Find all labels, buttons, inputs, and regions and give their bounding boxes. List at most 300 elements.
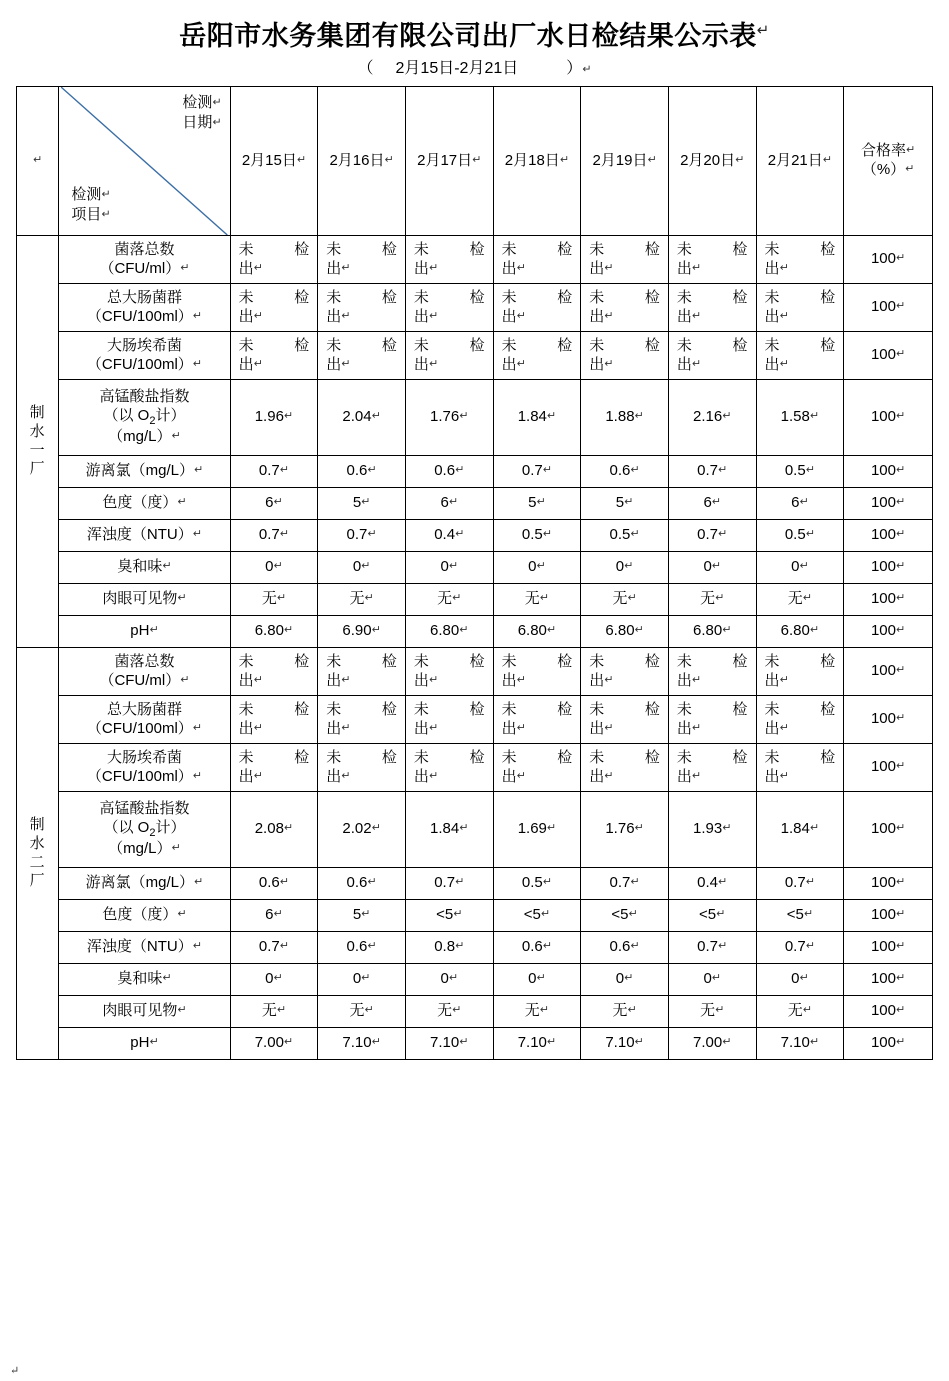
cell-pilcrow: ↵ [691, 673, 702, 686]
measurement-value-part: 出↵ [238, 307, 263, 325]
measurement-value-part: 检 [820, 700, 836, 718]
measurement-cell [493, 744, 581, 792]
cell-pilcrow: ↵ [624, 972, 634, 985]
cell-pilcrow: ↵ [428, 357, 439, 370]
cell-pilcrow: ↵ [516, 309, 526, 322]
pass-rate-value: 100 [870, 408, 896, 426]
measurement-value-part: 未 [326, 240, 342, 258]
measurement-value: 0.5 [609, 526, 631, 544]
footer-pilcrow: ↵ [10, 1365, 20, 1377]
header-pass-rate-cell [844, 87, 933, 236]
measurement-cell [756, 552, 844, 584]
test-item-cell [59, 696, 230, 744]
test-item-name: 大肠埃希菌 [106, 748, 182, 766]
measurement-value: 0 [615, 558, 625, 576]
cell-pilcrow: ↵ [448, 496, 459, 509]
measurement-value: 0.7 [697, 526, 719, 544]
test-item-name: 游离氯（mg/L）↵ [85, 462, 204, 480]
measurement-value-part: 检 [557, 652, 573, 670]
measurement-value: 无 [437, 590, 453, 608]
measurement-cell [668, 284, 756, 332]
pass-rate-cell [844, 552, 933, 584]
measurement-value-part: 检 [732, 288, 748, 306]
pass-rate-value: 100 [870, 250, 896, 268]
measurement-value: 6.80 [254, 622, 284, 640]
measurement-cell [405, 456, 493, 488]
cell-pilcrow: ↵ [536, 972, 546, 985]
cell-pilcrow: ↵ [361, 496, 371, 509]
cell-pilcrow: ↵ [428, 261, 439, 274]
cell-pilcrow: ↵ [341, 261, 351, 274]
measurement-value: 无 [700, 1002, 716, 1020]
cell-pilcrow: ↵ [101, 208, 111, 221]
header-corner-date-label [182, 93, 221, 134]
measurement-cell [230, 964, 318, 996]
measurement-cell [493, 696, 581, 744]
measurement-cell [405, 648, 493, 696]
cell-pilcrow: ↵ [253, 673, 263, 686]
measurement-value-part: 未 [589, 700, 605, 718]
pass-rate-cell [844, 932, 933, 964]
cell-pilcrow: ↵ [162, 972, 172, 985]
measurement-value: <5 [523, 906, 541, 924]
measurement-value-part: 检 [557, 288, 573, 306]
cell-pilcrow: ↵ [364, 1004, 374, 1017]
cell-pilcrow: ↵ [896, 876, 906, 889]
measurement-value-part: 出↵ [413, 767, 439, 785]
measurement-value: 0 [528, 558, 537, 576]
measurement-cell [318, 932, 406, 964]
measurement-cell [493, 868, 581, 900]
cell-pilcrow: ↵ [799, 560, 809, 573]
test-item-name: 浑浊度（NTU）↵ [86, 526, 202, 544]
pass-rate-cell [844, 380, 933, 456]
pass-rate-value: 100 [870, 590, 896, 608]
measurement-value-part: 检 [732, 748, 748, 766]
cell-pilcrow: ↵ [604, 261, 614, 274]
test-item-name: 总大肠菌群 [106, 700, 182, 718]
cell-pilcrow: ↵ [718, 528, 728, 541]
cell-pilcrow: ↵ [809, 624, 820, 637]
pass-rate-cell [844, 520, 933, 552]
test-item-cell [59, 744, 230, 792]
cell-pilcrow: ↵ [779, 261, 789, 274]
cell-pilcrow: ↵ [536, 560, 546, 573]
cell-pilcrow: ↵ [448, 972, 459, 985]
measurement-value-part: 未 [238, 240, 254, 258]
measurement-cell [318, 792, 406, 868]
measurement-value: 0.6 [609, 938, 631, 956]
measurement-cell [668, 332, 756, 380]
test-item-name: 菌落总数 [114, 240, 175, 258]
measurement-value-part: 出↵ [764, 671, 789, 689]
cell-pilcrow: ↵ [896, 712, 906, 725]
measurement-cell [405, 868, 493, 900]
measurement-value-part: 未 [501, 288, 517, 306]
subtitle-range-text: 2月15日-2月21日 [395, 60, 519, 77]
measurement-cell [405, 488, 493, 520]
cell-pilcrow: ↵ [546, 1036, 557, 1049]
measurement-cell [230, 648, 318, 696]
header-day-cell [230, 87, 318, 236]
cell-pilcrow: ↵ [604, 357, 614, 370]
plant-name-char: 厂 [29, 872, 46, 890]
cell-pilcrow: ↵ [604, 309, 614, 322]
measurement-value-part: 检 [294, 336, 310, 354]
measurement-cell [756, 520, 844, 552]
measurement-cell [318, 584, 406, 616]
cell-pilcrow: ↵ [630, 876, 640, 889]
measurement-value: 0 [703, 970, 712, 988]
measurement-cell [405, 964, 493, 996]
pass-rate-cell [844, 284, 933, 332]
cell-pilcrow: ↵ [192, 309, 202, 322]
measurement-value-part: 出↵ [676, 719, 702, 737]
measurement-value-part: 未 [238, 700, 254, 718]
measurement-value-part: 未 [413, 700, 429, 718]
test-item-name: 臭和味↵ [117, 970, 172, 988]
corner-bottom-line2: 项目 [71, 205, 102, 223]
cell-pilcrow: ↵ [634, 410, 644, 423]
plant-name-char: 水 [29, 834, 46, 852]
cell-pilcrow: ↵ [691, 357, 702, 370]
test-item-cell [59, 456, 230, 488]
pass-rate-cell [844, 332, 933, 380]
measurement-value-part: 未 [326, 748, 342, 766]
test-item-cell [59, 284, 230, 332]
measurement-value-part: 出↵ [501, 719, 526, 737]
table-row [17, 964, 933, 996]
measurement-cell [581, 932, 669, 964]
measurement-value: 7.10 [605, 1034, 635, 1052]
measurement-value-part: 检 [820, 288, 836, 306]
title-pilcrow: ↵ [756, 22, 770, 39]
measurement-value-part: 出↵ [764, 307, 789, 325]
measurement-value: 0.7 [784, 938, 806, 956]
measurement-cell [230, 932, 318, 964]
measurement-cell [581, 964, 669, 996]
cell-pilcrow: ↵ [367, 528, 377, 541]
cell-pilcrow: ↵ [455, 940, 465, 953]
cell-pilcrow: ↵ [802, 592, 812, 605]
test-item-unit2: （mg/L）↵ [108, 840, 181, 858]
measurement-cell [230, 456, 318, 488]
pass-rate-value: 100 [870, 938, 896, 956]
measurement-cell [756, 648, 844, 696]
measurement-value-part: 检 [294, 652, 310, 670]
water-quality-table [16, 86, 933, 1060]
measurement-value-part: 出↵ [589, 767, 614, 785]
table-header-row [17, 87, 933, 236]
measurement-value: 6.90 [342, 622, 372, 640]
header-day-label: 2月19日 [592, 151, 648, 169]
corner-bottom-line1: 检测 [71, 185, 102, 203]
cell-pilcrow: ↵ [279, 876, 289, 889]
measurement-cell [318, 868, 406, 900]
cell-pilcrow: ↵ [722, 1036, 732, 1049]
measurement-value-part: 出↵ [764, 767, 789, 785]
cell-pilcrow: ↵ [459, 822, 469, 835]
measurement-cell [668, 792, 756, 868]
cell-pilcrow: ↵ [540, 908, 551, 921]
measurement-value: 0.7 [697, 462, 719, 480]
measurement-cell [581, 616, 669, 648]
header-corner-item-label [71, 185, 110, 226]
measurement-value-part: 未 [764, 288, 780, 306]
measurement-value: 7.10 [430, 1034, 460, 1052]
measurement-cell [405, 332, 493, 380]
measurement-cell [405, 236, 493, 284]
cell-pilcrow: ↵ [516, 769, 526, 782]
measurement-cell [493, 284, 581, 332]
cell-pilcrow: ↵ [715, 1004, 725, 1017]
cell-pilcrow: ↵ [805, 876, 815, 889]
measurement-value-part: 检 [644, 700, 660, 718]
cell-pilcrow: ↵ [192, 357, 202, 370]
subtitle-close-paren: ） [566, 60, 583, 77]
test-item-cell [59, 648, 230, 696]
measurement-value-part: 未 [326, 652, 342, 670]
measurement-value-part: 未 [589, 288, 605, 306]
measurement-value: 6.80 [605, 622, 635, 640]
test-item-unit: （CFU/ml）↵ [99, 671, 190, 689]
test-item-name: 菌落总数 [114, 652, 175, 670]
measurement-value-part: 未 [764, 652, 780, 670]
measurement-value-part: 未 [764, 748, 780, 766]
pass-rate-value: 100 [870, 622, 896, 640]
cell-pilcrow: ↵ [627, 1004, 637, 1017]
measurement-cell [318, 744, 406, 792]
cell-pilcrow: ↵ [604, 769, 614, 782]
corner-top-line2: 日期 [182, 114, 213, 132]
pass-rate-cell [844, 964, 933, 996]
cell-pilcrow: ↵ [273, 908, 283, 921]
cell-pilcrow: ↵ [722, 822, 732, 835]
test-item-unit: （CFU/100ml）↵ [86, 767, 202, 785]
pass-rate-label: 合格率 [860, 142, 906, 160]
measurement-value: 无 [349, 590, 365, 608]
measurement-cell [756, 996, 844, 1028]
cell-pilcrow: ↵ [711, 972, 721, 985]
header-day-cell [756, 87, 844, 236]
test-item-cell [59, 964, 230, 996]
cell-pilcrow: ↵ [718, 876, 728, 889]
measurement-value-part: 出↵ [676, 671, 702, 689]
measurement-value: 1.76 [430, 408, 460, 426]
measurement-value: 无 [349, 1002, 365, 1020]
measurement-cell [756, 332, 844, 380]
cell-pilcrow: ↵ [896, 1004, 906, 1017]
cell-pilcrow: ↵ [455, 464, 465, 477]
measurement-value: 0.7 [784, 874, 806, 892]
cell-pilcrow: ↵ [718, 940, 728, 953]
measurement-value-part: 检 [381, 748, 397, 766]
measurement-value: 无 [261, 590, 277, 608]
cell-pilcrow: ↵ [896, 972, 906, 985]
test-item-cell [59, 584, 230, 616]
measurement-value: 0.6 [434, 462, 456, 480]
cell-pilcrow: ↵ [799, 972, 809, 985]
measurement-value-part: 未 [589, 240, 605, 258]
measurement-value: 0.6 [346, 462, 368, 480]
measurement-value: 0 [265, 970, 274, 988]
cell-pilcrow: ↵ [627, 592, 637, 605]
plant-name-char: 水 [29, 422, 46, 440]
cell-pilcrow: ↵ [691, 721, 702, 734]
cell-pilcrow: ↵ [149, 1036, 159, 1049]
measurement-value: <5 [699, 906, 717, 924]
cell-pilcrow: ↵ [455, 528, 465, 541]
measurement-cell [230, 996, 318, 1028]
measurement-value-part: 检 [381, 652, 397, 670]
page-title [16, 0, 933, 55]
cell-pilcrow: ↵ [367, 876, 377, 889]
measurement-cell [493, 964, 581, 996]
cell-pilcrow: ↵ [276, 592, 287, 605]
measurement-value: 0.7 [521, 462, 543, 480]
date-range-subtitle [16, 55, 933, 86]
measurement-cell [318, 648, 406, 696]
test-item-cell [59, 1028, 230, 1060]
measurement-cell [230, 520, 318, 552]
measurement-value: 0.5 [521, 526, 543, 544]
table-row [17, 1028, 933, 1060]
cell-pilcrow: ↵ [192, 769, 202, 782]
measurement-value: <5 [436, 906, 454, 924]
measurement-value: 0.4 [697, 874, 719, 892]
cell-pilcrow: ↵ [647, 153, 657, 166]
test-item-name: 高锰酸盐指数 [99, 387, 190, 405]
measurement-value: 0.7 [609, 874, 631, 892]
table-row [17, 552, 933, 584]
pass-rate-value: 100 [870, 298, 896, 316]
measurement-value-part: 出↵ [676, 767, 702, 785]
measurement-value-part: 出↵ [589, 355, 614, 373]
measurement-cell [493, 456, 581, 488]
measurement-value-part: 未 [326, 336, 342, 354]
cell-pilcrow: ↵ [192, 528, 202, 541]
cell-pilcrow: ↵ [472, 153, 482, 166]
test-item-name: 色度（度）↵ [102, 906, 187, 924]
measurement-cell [230, 900, 318, 932]
measurement-cell [318, 552, 406, 584]
measurement-cell [405, 900, 493, 932]
measurement-cell [756, 964, 844, 996]
measurement-cell [230, 284, 318, 332]
measurement-value: 0 [703, 558, 712, 576]
measurement-cell [493, 932, 581, 964]
cell-pilcrow: ↵ [722, 624, 732, 637]
cell-pilcrow: ↵ [177, 908, 187, 921]
test-item-cell [59, 900, 230, 932]
cell-pilcrow: ↵ [516, 673, 526, 686]
measurement-value-part: 检 [294, 240, 310, 258]
cell-pilcrow: ↵ [896, 560, 906, 573]
cell-pilcrow: ↵ [896, 908, 906, 921]
measurement-value: 2.16 [693, 408, 723, 426]
cell-pilcrow: ↵ [194, 464, 204, 477]
test-item-name: 游离氯（mg/L）↵ [85, 874, 204, 892]
measurement-cell [493, 900, 581, 932]
cell-pilcrow: ↵ [171, 430, 181, 443]
measurement-cell [581, 236, 669, 284]
measurement-value-part: 检 [732, 652, 748, 670]
measurement-cell [668, 380, 756, 456]
measurement-value: 6 [791, 494, 800, 512]
measurement-cell [230, 1028, 318, 1060]
test-item-name: pH↵ [130, 622, 159, 640]
measurement-value-part: 出↵ [501, 671, 526, 689]
measurement-cell [230, 696, 318, 744]
measurement-cell [230, 488, 318, 520]
measurement-cell [318, 1028, 406, 1060]
measurement-value: 0.7 [258, 526, 280, 544]
cell-pilcrow: ↵ [809, 410, 820, 423]
measurement-cell [230, 584, 318, 616]
header-day-label: 2月18日 [504, 151, 560, 169]
measurement-cell [318, 332, 406, 380]
measurement-value-part: 未 [676, 652, 692, 670]
cell-pilcrow: ↵ [192, 721, 202, 734]
plant-name-cell [17, 236, 59, 648]
measurement-value: 0.8 [434, 938, 456, 956]
cell-pilcrow: ↵ [279, 464, 289, 477]
cell-pilcrow: ↵ [542, 940, 552, 953]
measurement-cell [668, 488, 756, 520]
cell-pilcrow: ↵ [634, 822, 644, 835]
cell-pilcrow: ↵ [459, 624, 469, 637]
cell-pilcrow: ↵ [452, 1004, 462, 1017]
measurement-cell [581, 744, 669, 792]
measurement-cell [405, 584, 493, 616]
cell-pilcrow: ↵ [896, 592, 906, 605]
measurement-value-part: 出↵ [413, 355, 439, 373]
measurement-value-part: 检 [469, 288, 485, 306]
measurement-cell [756, 616, 844, 648]
measurement-value: 1.58 [780, 408, 810, 426]
measurement-value-part: 检 [820, 336, 836, 354]
measurement-cell [581, 284, 669, 332]
test-item-unit: （CFU/100ml）↵ [86, 719, 202, 737]
pass-rate-value: 100 [870, 662, 896, 680]
pass-rate-cell [844, 584, 933, 616]
measurement-cell [581, 648, 669, 696]
measurement-value: 7.00 [254, 1034, 284, 1052]
cell-pilcrow: ↵ [691, 261, 702, 274]
cell-pilcrow: ↵ [371, 822, 381, 835]
measurement-cell [405, 996, 493, 1028]
measurement-value-part: 检 [820, 652, 836, 670]
measurement-value-part: 未 [764, 700, 780, 718]
measurement-value-part: 检 [732, 240, 748, 258]
test-item-cell [59, 236, 230, 284]
measurement-value: 0 [528, 970, 537, 988]
measurement-value: 0 [615, 970, 625, 988]
measurement-cell [318, 996, 406, 1028]
test-item-name: 浑浊度（NTU）↵ [86, 938, 202, 956]
cell-pilcrow: ↵ [279, 528, 289, 541]
measurement-value-part: 出↵ [326, 355, 351, 373]
cell-pilcrow: ↵ [691, 309, 702, 322]
cell-pilcrow: ↵ [253, 357, 263, 370]
cell-pilcrow: ↵ [906, 144, 916, 157]
measurement-value: 0.4 [434, 526, 456, 544]
measurement-cell [230, 792, 318, 868]
measurement-value: 5 [352, 906, 362, 924]
measurement-value-part: 检 [644, 748, 660, 766]
table-row [17, 236, 933, 284]
measurement-cell [756, 792, 844, 868]
